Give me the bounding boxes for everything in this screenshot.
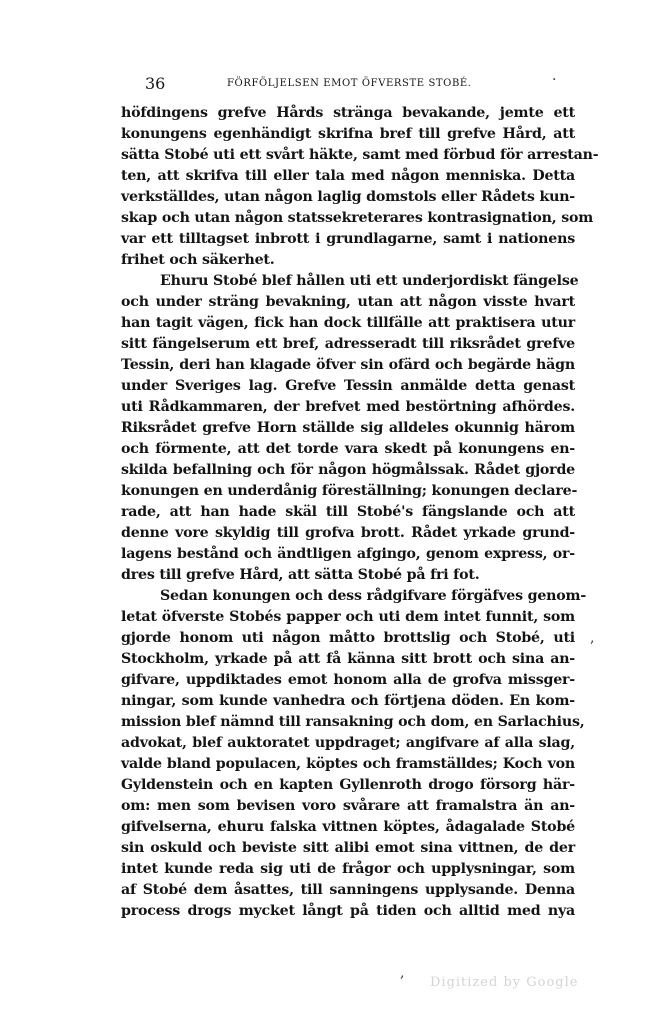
text-line: om: men som bevisen voro svårare att framalstra än an- xyxy=(121,798,575,814)
text-line: skap och utan någon statssekreterares kontrasignation, som xyxy=(121,210,594,226)
text-line: verkställdes, utan någon laglig domstols eller Rådets kun- xyxy=(121,189,575,205)
page-header xyxy=(145,74,575,94)
text-line: gifvelserna, ehuru falska vittnen köptes, ådagalade Stobé xyxy=(121,819,575,835)
text-line: ten, att skrifva till eller tala med någon menniska. Detta xyxy=(121,168,575,184)
text-line: sitt fängelserum ett bref, adresseradt till riksrådet grefve xyxy=(121,336,575,352)
text-line: skilda befallning och för någon högmålssak. Rådet gjorde xyxy=(121,462,575,478)
text-line: under Sveriges lag. Grefve Tessin anmälde detta genast xyxy=(121,378,575,394)
text-line: Gyldenstein och en kapten Gyllenroth drogo försorg här- xyxy=(121,777,575,793)
text-line: gjorde honom uti någon måtto brottslig och Stobé, uti xyxy=(121,630,575,646)
text-line: rade, att han hade skäl till Stobé's fängslande och att xyxy=(121,504,575,520)
stray-mark: , xyxy=(400,965,405,981)
page-number: 36 xyxy=(145,74,166,93)
text-line: sätta Stobé uti ett svårt häkte, samt med förbud för arrestan- xyxy=(121,147,599,163)
text-line: Sedan konungen och dess rådgifvare förgäfves genom- xyxy=(160,588,587,604)
text-line: dres till grefve Hård, att sätta Stobé på fri fot. xyxy=(121,567,480,583)
stray-mark: · xyxy=(552,72,557,88)
stray-mark: , xyxy=(590,630,595,646)
text-line: och under sträng bevakning, utan att någon visste hvart xyxy=(121,294,575,310)
text-line: konungen en underdånig föreställning; konungen declare- xyxy=(121,483,578,499)
text-line: process drogs mycket långt på tiden och alltid med nya xyxy=(121,903,575,919)
text-line: Tessin, deri han klagade öfver sin ofärd och begärde hägn xyxy=(121,357,575,373)
text-line: och förmente, att det torde vara skedt på konungens en- xyxy=(121,441,575,457)
text-line: ningar, som kunde vanhedra och förtjena döden. En kom- xyxy=(121,693,575,709)
text-line: Stockholm, yrkade på att få känna sitt brott och sina an- xyxy=(121,651,575,667)
text-line: lagens bestånd och ändtligen afgingo, genom express, or- xyxy=(121,546,575,562)
text-line: han tagit vägen, fick han dock tillfälle att praktisera utur xyxy=(121,315,575,331)
text-line: frihet och säkerhet. xyxy=(121,252,275,268)
text-line: sin oskuld och beviste sitt alibi emot sina vittnen, de der xyxy=(121,840,575,856)
watermark: Digitized by Google xyxy=(430,975,579,990)
text-line: var ett tilltagset inbrott i grundlagarne, samt i nationens xyxy=(121,231,575,247)
text-line: höfdingens grefve Hårds stränga bevakande, jemte ett xyxy=(121,105,575,121)
text-line: af Stobé dem åsattes, till sanningens upplysande. Denna xyxy=(121,882,575,898)
text-line: Riksrådet grefve Horn ställde sig alldeles okunnig härom xyxy=(121,420,575,436)
text-line: gifvare, uppdiktades emot honom alla de grofva missger- xyxy=(121,672,575,688)
text-line: intet kunde reda sig uti de frågor och upplysningar, som xyxy=(121,861,575,877)
text-line: uti Rådkammaren, der brefvet med bestörtning afhördes. xyxy=(121,399,575,415)
running-head: FÖRFÖLJELSEN EMOT ÖFVERSTE STOBÉ. xyxy=(227,78,472,89)
text-line: mission blef nämnd till ransakning och dom, en Sarlachius, xyxy=(121,714,585,730)
text-line: denne vore skyldig till grofva brott. Rådet yrkade grund- xyxy=(121,525,575,541)
text-line: valde bland populacen, köptes och framställdes; Koch von xyxy=(121,756,575,772)
text-line: konungens egenhändigt skrifna bref till grefve Hård, att xyxy=(121,126,575,142)
text-line: advokat, blef auktoratet uppdraget; angifvare af alla slag, xyxy=(121,735,575,751)
text-line: Ehuru Stobé blef hållen uti ett underjordiskt fängelse xyxy=(160,273,579,289)
text-line: letat öfverste Stobés papper och uti dem intet funnit, som xyxy=(121,609,575,625)
